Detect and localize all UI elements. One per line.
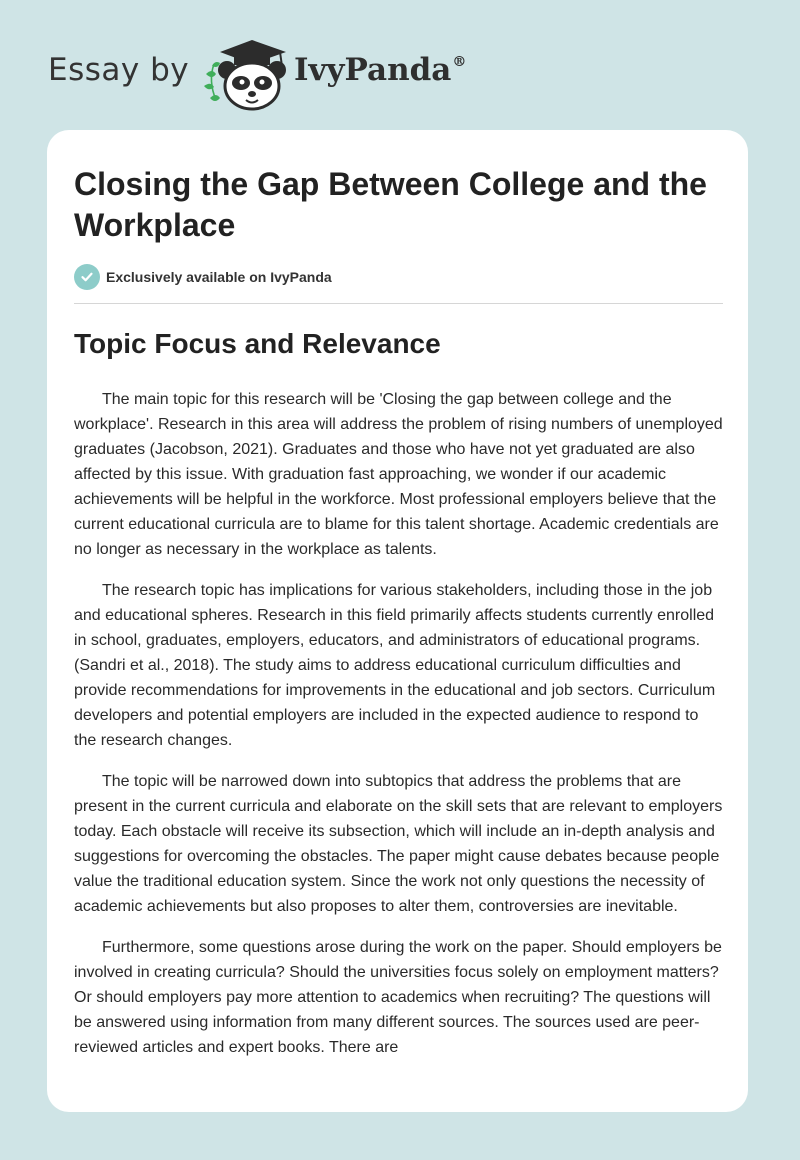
registered-mark: ®	[452, 54, 467, 70]
brand-name[interactable]	[294, 52, 466, 88]
paragraph: The main topic for this research will be 'Closing the gap between college and the workplace'. Research in this area will address the problem of rising numbers of unemployed graduates (Jacobson, 2021). Graduates and those who have not yet graduated are also affected by this issue. With graduation fast approaching, we wonder if our academic achievements will be helpful in the workforce. Most professional employers believe that the current educational curricula are to blame for this talent shortage. Academic credentials are no longer as necessary in the workplace as talents.	[74, 391, 723, 558]
paragraph: Furthermore, some questions arose during the work on the paper. Should employers be involved in creating curricula? Should the universities focus solely on employment matters? Or should employers pay more attention to academics when recruiting? The questions will be answered using information from many different sources. The sources used are peer-reviewed articles and expert books. There are	[74, 939, 722, 1056]
essay-card	[47, 130, 748, 1112]
paragraph: The topic will be narrowed down into subtopics that address the problems that are present in the current curricula and elaborate on the skill sets that are relevant to employers today. Each obstacle will receive its subsection, which will include an in-depth analysis and suggestions for overcoming the obstacles. The paper might cause debates because people value the traditional education system. Since the work not only questions the necessity of academic achievements but also proposes to alter them, controversies are inevitable.	[74, 773, 723, 915]
essay-body	[74, 387, 723, 1076]
section-heading: Topic Focus and Relevance	[74, 328, 441, 359]
check-icon	[74, 264, 100, 290]
exclusive-label: Exclusively available on IvyPanda	[106, 269, 332, 285]
exclusive-badge	[74, 264, 332, 290]
site-header	[0, 0, 800, 130]
paragraph: The research topic has implications for various stakeholders, including those in the job and educational spheres. Research in this field primarily affects students currently enrolled in school, graduates, employers, educators, and administrators of educational programs. (Sandri et al., 2018). The study aims to address educational curriculum difficulties and provide recommendations for improvements in the educational and job sectors. Curriculum developers and potential employers are included in the expected audience to respond to the research changes.	[74, 582, 716, 749]
essay-title: Closing the Gap Between College and the Workplace	[74, 166, 707, 243]
divider	[74, 303, 723, 304]
essay-by-label: Essay by	[48, 52, 190, 88]
brand-text: IvyPanda	[294, 52, 452, 88]
panda-logo-icon[interactable]	[200, 36, 296, 112]
